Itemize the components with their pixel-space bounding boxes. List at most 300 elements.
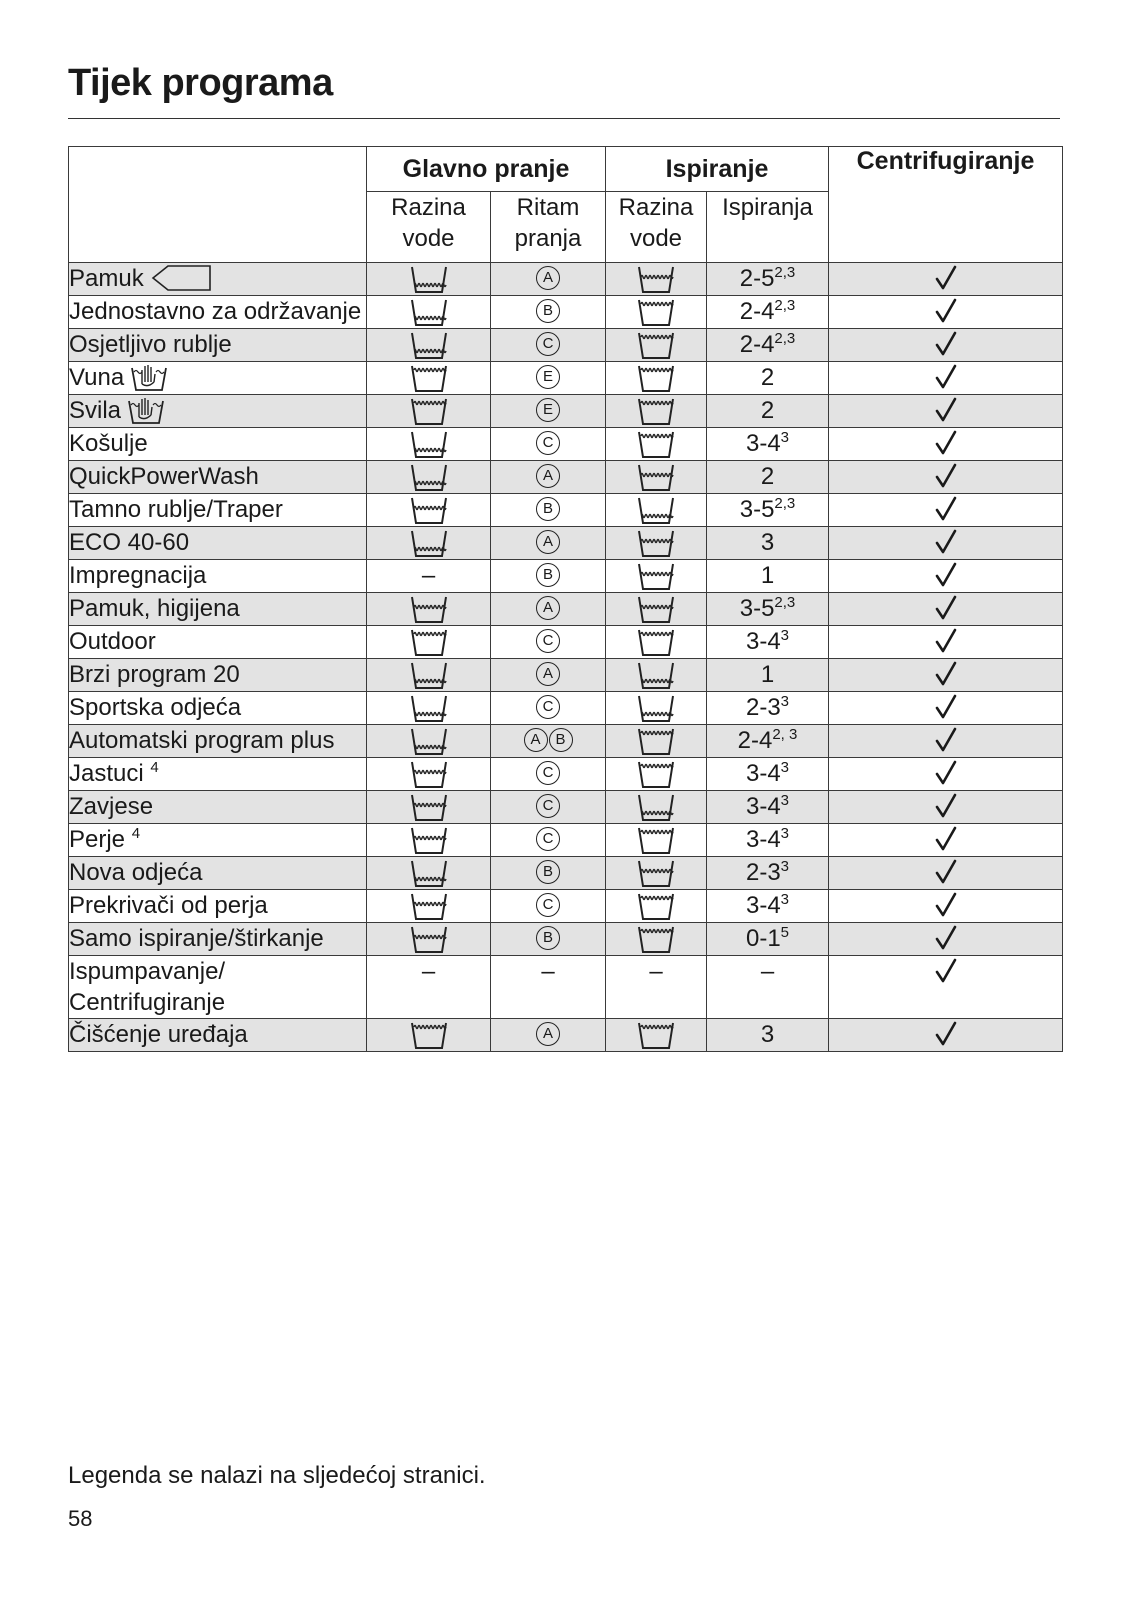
rinse-water-level-cell	[606, 758, 707, 791]
rinses-value: 3-5	[739, 595, 775, 622]
checkmark-icon	[934, 496, 958, 523]
program-name-cell	[69, 362, 367, 395]
water-level-low-icon	[410, 265, 448, 292]
rinses-value: 3-4	[745, 430, 781, 457]
water-level-low-icon	[637, 694, 675, 721]
table-row	[69, 659, 1063, 692]
rinse-header: Ispiranje	[606, 147, 829, 192]
main-wash-water-level-cell	[367, 461, 491, 494]
checkmark-icon	[934, 265, 958, 292]
program-name: ECO 40-60	[69, 529, 190, 556]
footnote-ref: 3	[780, 429, 790, 446]
rhythm-e-icon: E	[536, 398, 560, 422]
footnote-ref: 2, 3	[772, 726, 798, 743]
checkmark-icon	[934, 1021, 958, 1048]
main-wash-water-level-cell	[367, 494, 491, 527]
checkmark-icon	[934, 859, 958, 886]
rinses-value: 3-5	[739, 496, 775, 523]
water-level-high-icon	[637, 364, 675, 391]
rinse-water-level-cell	[606, 329, 707, 362]
table-row	[69, 395, 1063, 428]
spin-cell	[829, 395, 1063, 428]
rhythm-b-icon: B	[536, 926, 560, 950]
rinses-value: 3-4	[745, 793, 781, 820]
rinses-value: 2-3	[745, 694, 781, 721]
main-wash-water-level-cell	[367, 329, 491, 362]
rhythm-a-icon: A	[536, 266, 560, 290]
spin-cell	[829, 758, 1063, 791]
rinse-water-level-cell	[606, 428, 707, 461]
footnote-ref: 4	[150, 759, 159, 776]
program-name: Jastuci	[69, 760, 144, 787]
table-row	[69, 923, 1063, 956]
spin-cell	[829, 659, 1063, 692]
main-wash-water-level-cell	[367, 428, 491, 461]
program-name-cell	[69, 461, 367, 494]
program-name: Samo ispiranje/štirkanje	[69, 925, 324, 952]
spin-cell	[829, 725, 1063, 758]
wash-rhythm-cell	[491, 1019, 606, 1052]
rinses-cell	[707, 1019, 829, 1052]
rinse-water-level-cell	[606, 956, 707, 1019]
spin-cell	[829, 461, 1063, 494]
program-name: Pamuk, higijena	[69, 595, 240, 622]
program-name: Jednostavno za održavanje	[69, 298, 362, 325]
water-level-high-icon	[637, 430, 675, 457]
water-level-high-icon	[637, 331, 675, 358]
rinse-water-level-cell	[606, 923, 707, 956]
water-level-medium-icon	[410, 760, 448, 787]
rinses-value: 3	[760, 529, 775, 556]
program-name: Nova odjeća	[69, 859, 203, 886]
program-name-cell	[69, 560, 367, 593]
program-name-cell	[69, 824, 367, 857]
main-wash-water-level-cell	[367, 725, 491, 758]
program-name-cell	[69, 296, 367, 329]
main-wash-water-level-cell	[367, 923, 491, 956]
water-level-low-icon	[410, 529, 448, 556]
table-row	[69, 329, 1063, 362]
program-name: Košulje	[69, 430, 148, 457]
program-name: Sportska odjeća	[69, 694, 242, 721]
water-level-high-icon	[637, 892, 675, 919]
footnote-ref: 3	[780, 759, 790, 776]
water-level-low-icon	[410, 463, 448, 490]
program-name-cell	[69, 791, 367, 824]
table-row	[69, 362, 1063, 395]
footnote-ref: 4	[131, 825, 141, 842]
program-name-cell	[69, 626, 367, 659]
program-name: Ispumpavanje/ Centrifugiranje	[69, 958, 226, 1016]
page-title: Tijek programa	[68, 62, 333, 104]
rhythm-a-icon: A	[536, 1022, 560, 1046]
program-name-cell	[69, 725, 367, 758]
water-level-high-icon	[637, 298, 675, 325]
table-row	[69, 494, 1063, 527]
spin-cell	[829, 560, 1063, 593]
water-level-low-icon	[637, 793, 675, 820]
table-row	[69, 890, 1063, 923]
spin-cell	[829, 857, 1063, 890]
dash: –	[649, 958, 663, 985]
checkmark-icon	[934, 826, 958, 853]
rinses-value: 3	[760, 1021, 775, 1048]
main-wash-water-level-cell	[367, 395, 491, 428]
wash-rhythm-cell	[491, 626, 606, 659]
footnote-ref: 3	[780, 792, 790, 809]
rinse-water-level-cell	[606, 395, 707, 428]
main-wash-water-level-header: Razina vode	[367, 192, 491, 263]
rinse-water-level-header: Razina vode	[606, 192, 707, 263]
rinses-cell	[707, 692, 829, 725]
program-name: Vuna	[69, 364, 125, 391]
water-level-high-icon	[637, 727, 675, 754]
rinses-cell	[707, 923, 829, 956]
table-row	[69, 626, 1063, 659]
cotton-program-icon	[144, 265, 212, 292]
rinse-water-level-cell	[606, 494, 707, 527]
footnote-ref: 2,3	[774, 264, 796, 281]
wash-rhythm-cell	[491, 329, 606, 362]
rhythm-a-icon: A	[536, 662, 560, 686]
wash-rhythm-cell	[491, 857, 606, 890]
checkmark-icon	[934, 628, 958, 655]
table-row	[69, 263, 1063, 296]
checkmark-icon	[934, 793, 958, 820]
program-name-cell	[69, 428, 367, 461]
rinses-cell	[707, 395, 829, 428]
rhythm-b-icon: B	[549, 728, 573, 752]
program-name-cell	[69, 758, 367, 791]
rinses-value: 2-4	[739, 298, 775, 325]
hand-wash-icon	[121, 397, 165, 424]
rhythm-c-icon: C	[536, 761, 560, 785]
table-row	[69, 758, 1063, 791]
rinses-cell	[707, 956, 829, 1019]
rinses-header: Ispiranja	[707, 192, 829, 263]
wash-rhythm-cell	[491, 758, 606, 791]
water-level-low-icon	[410, 430, 448, 457]
wash-rhythm-cell	[491, 527, 606, 560]
water-level-medium-icon	[637, 562, 675, 589]
checkmark-icon	[934, 364, 958, 391]
footnote-ref: 2,3	[774, 594, 796, 611]
water-level-low-icon	[637, 496, 675, 523]
water-level-low-icon	[410, 694, 448, 721]
legend-note: Legenda se nalazi na sljedećoj stranici.	[68, 1462, 486, 1489]
footnote-ref: 3	[780, 627, 790, 644]
program-name: QuickPowerWash	[69, 463, 259, 490]
checkmark-icon	[934, 727, 958, 754]
rinse-water-level-cell	[606, 692, 707, 725]
spin-cell	[829, 824, 1063, 857]
water-level-medium-icon	[410, 892, 448, 919]
program-name-cell	[69, 263, 367, 296]
program-name: Perje	[69, 826, 126, 853]
rinses-cell	[707, 560, 829, 593]
hand-wash-icon	[124, 364, 168, 391]
rinses-cell	[707, 362, 829, 395]
wash-rhythm-cell	[491, 692, 606, 725]
program-name: Prekrivači od perja	[69, 892, 268, 919]
rinses-value: 2	[760, 397, 775, 424]
checkmark-icon	[934, 562, 958, 589]
rinses-value: 2	[760, 463, 775, 490]
program-name: Automatski program plus	[69, 727, 335, 754]
main-wash-water-level-cell	[367, 824, 491, 857]
wash-rhythm-cell	[491, 395, 606, 428]
table-row	[69, 956, 1063, 1019]
program-table	[68, 146, 1063, 1052]
rinse-water-level-cell	[606, 791, 707, 824]
wash-rhythm-cell	[491, 296, 606, 329]
program-name: Brzi program 20	[69, 661, 240, 688]
rinse-water-level-cell	[606, 824, 707, 857]
rhythm-a-icon: A	[536, 464, 560, 488]
dash: –	[541, 958, 555, 985]
checkmark-icon	[934, 529, 958, 556]
program-name-cell	[69, 659, 367, 692]
table-row	[69, 527, 1063, 560]
water-level-medium-icon	[410, 826, 448, 853]
rinses-cell	[707, 725, 829, 758]
program-name-cell	[69, 923, 367, 956]
rinses-value: 1	[760, 661, 775, 688]
rinses-value: 3-4	[745, 826, 781, 853]
main-wash-water-level-cell	[367, 263, 491, 296]
water-level-medium-icon	[637, 529, 675, 556]
water-level-low-icon	[410, 331, 448, 358]
rinses-value: 1	[760, 562, 775, 589]
water-level-high-icon	[410, 364, 448, 391]
rinses-value: 3-4	[745, 892, 781, 919]
rinses-value: 2-5	[739, 265, 775, 292]
rinses-cell	[707, 527, 829, 560]
checkmark-icon	[934, 397, 958, 424]
spin-cell	[829, 494, 1063, 527]
program-name: Outdoor	[69, 628, 156, 655]
rinses-cell	[707, 428, 829, 461]
water-level-medium-icon	[637, 595, 675, 622]
water-level-high-icon	[410, 1021, 448, 1048]
checkmark-icon	[934, 595, 958, 622]
rhythm-c-icon: C	[536, 893, 560, 917]
program-column-header	[69, 147, 367, 263]
footnote-ref: 3	[780, 858, 790, 875]
water-level-medium-icon	[410, 496, 448, 523]
rinses-cell	[707, 494, 829, 527]
wash-rhythm-cell	[491, 263, 606, 296]
spin-cell	[829, 527, 1063, 560]
rhythm-b-icon: B	[536, 563, 560, 587]
rhythm-a-icon: A	[536, 530, 560, 554]
program-name: Čišćenje uređaja	[69, 1021, 248, 1048]
main-wash-water-level-cell	[367, 560, 491, 593]
rinse-water-level-cell	[606, 296, 707, 329]
rinse-water-level-cell	[606, 890, 707, 923]
main-wash-water-level-cell	[367, 593, 491, 626]
rhythm-a-icon: A	[524, 728, 548, 752]
rhythm-c-icon: C	[536, 794, 560, 818]
dash: –	[421, 562, 436, 589]
rinses-cell	[707, 890, 829, 923]
rinses-cell	[707, 824, 829, 857]
checkmark-icon	[934, 430, 958, 457]
program-name: Pamuk	[69, 265, 144, 292]
rinses-value: 2-4	[737, 727, 773, 754]
page-number: 58	[68, 1506, 93, 1531]
main-wash-water-level-cell	[367, 692, 491, 725]
water-level-medium-icon	[410, 595, 448, 622]
wash-rhythm-cell	[491, 791, 606, 824]
rinse-water-level-cell	[606, 1019, 707, 1052]
water-level-low-icon	[637, 661, 675, 688]
footnote-ref: 5	[780, 924, 790, 941]
water-level-medium-icon	[637, 463, 675, 490]
wash-rhythm-cell	[491, 824, 606, 857]
program-name: Zavjese	[69, 793, 154, 820]
program-name: Impregnacija	[69, 562, 207, 589]
table-row	[69, 791, 1063, 824]
water-level-low-icon	[410, 727, 448, 754]
wash-rhythm-cell	[491, 923, 606, 956]
program-name-cell	[69, 1019, 367, 1052]
water-level-high-icon	[410, 628, 448, 655]
program-name-cell	[69, 395, 367, 428]
footnote-ref: 2,3	[774, 297, 796, 314]
footnote-ref: 2,3	[774, 330, 796, 347]
program-name-cell	[69, 494, 367, 527]
spin-cell	[829, 263, 1063, 296]
rinses-cell	[707, 758, 829, 791]
rhythm-c-icon: C	[536, 629, 560, 653]
checkmark-icon	[934, 760, 958, 787]
table-row	[69, 296, 1063, 329]
rhythm-b-icon: B	[536, 497, 560, 521]
rhythm-b-icon: B	[536, 860, 560, 884]
table-row	[69, 428, 1063, 461]
water-level-medium-icon	[637, 265, 675, 292]
rinse-water-level-cell	[606, 725, 707, 758]
program-name-cell	[69, 329, 367, 362]
title-rule	[68, 118, 1060, 119]
wash-rhythm-cell	[491, 956, 606, 1019]
main-wash-water-level-cell	[367, 791, 491, 824]
table-row	[69, 692, 1063, 725]
footnote-ref: 2,3	[774, 495, 796, 512]
rinses-value: 2-4	[739, 331, 775, 358]
water-level-medium-icon	[637, 859, 675, 886]
spin-cell	[829, 428, 1063, 461]
checkmark-icon	[934, 298, 958, 325]
water-level-medium-icon	[410, 793, 448, 820]
table-row	[69, 725, 1063, 758]
main-wash-water-level-cell	[367, 659, 491, 692]
water-level-low-icon	[410, 859, 448, 886]
rinse-water-level-cell	[606, 593, 707, 626]
table-row	[69, 824, 1063, 857]
water-level-high-icon	[637, 1021, 675, 1048]
rinses-cell	[707, 791, 829, 824]
checkmark-icon	[934, 661, 958, 688]
rhythm-b-icon: B	[536, 299, 560, 323]
water-level-high-icon	[410, 397, 448, 424]
program-name-cell	[69, 890, 367, 923]
rinses-value: 2	[760, 364, 775, 391]
wash-rhythm-cell	[491, 461, 606, 494]
water-level-high-icon	[637, 628, 675, 655]
main-wash-water-level-cell	[367, 956, 491, 1019]
spin-cell	[829, 692, 1063, 725]
wash-rhythm-cell	[491, 725, 606, 758]
rinses-value: 2-3	[745, 859, 781, 886]
spin-cell	[829, 329, 1063, 362]
rinses-cell	[707, 296, 829, 329]
wash-rhythm-cell	[491, 362, 606, 395]
wash-rhythm-cell	[491, 494, 606, 527]
wash-rhythm-cell	[491, 593, 606, 626]
water-level-high-icon	[637, 925, 675, 952]
checkmark-icon	[934, 892, 958, 919]
rinses-cell	[707, 857, 829, 890]
main-wash-water-level-cell	[367, 626, 491, 659]
table-row	[69, 593, 1063, 626]
rinses-value: 3-4	[745, 628, 781, 655]
rinse-water-level-cell	[606, 362, 707, 395]
rinses-cell	[707, 329, 829, 362]
rinses-cell	[707, 593, 829, 626]
table-row	[69, 1019, 1063, 1052]
checkmark-icon	[934, 958, 958, 985]
footnote-ref: 3	[780, 825, 790, 842]
main-wash-header: Glavno pranje	[367, 147, 606, 192]
rhythm-c-icon: C	[536, 431, 560, 455]
wash-rhythm-cell	[491, 560, 606, 593]
rinses-cell	[707, 659, 829, 692]
water-level-medium-icon	[410, 925, 448, 952]
table-row	[69, 461, 1063, 494]
rinses-value: 0-1	[745, 925, 781, 952]
main-wash-water-level-cell	[367, 890, 491, 923]
main-wash-water-level-cell	[367, 296, 491, 329]
rinse-water-level-cell	[606, 263, 707, 296]
rinse-water-level-cell	[606, 857, 707, 890]
rinses-cell	[707, 461, 829, 494]
program-name: Tamno rublje/Traper	[69, 496, 283, 523]
rinse-water-level-cell	[606, 659, 707, 692]
rinses-value: 3-4	[745, 760, 781, 787]
spin-cell	[829, 626, 1063, 659]
rinses-cell	[707, 626, 829, 659]
wash-rhythm-cell	[491, 428, 606, 461]
checkmark-icon	[934, 925, 958, 952]
checkmark-icon	[934, 694, 958, 721]
rhythm-c-icon: C	[536, 695, 560, 719]
program-name-cell	[69, 956, 367, 1019]
main-wash-water-level-cell	[367, 362, 491, 395]
rinses-cell	[707, 263, 829, 296]
rinse-water-level-cell	[606, 461, 707, 494]
program-name-cell	[69, 857, 367, 890]
spin-cell	[829, 923, 1063, 956]
rinse-water-level-cell	[606, 527, 707, 560]
spin-cell	[829, 296, 1063, 329]
water-level-high-icon	[637, 826, 675, 853]
main-wash-water-level-cell	[367, 758, 491, 791]
water-level-low-icon	[410, 298, 448, 325]
table-row	[69, 857, 1063, 890]
program-name: Osjetljivo rublje	[69, 331, 232, 358]
